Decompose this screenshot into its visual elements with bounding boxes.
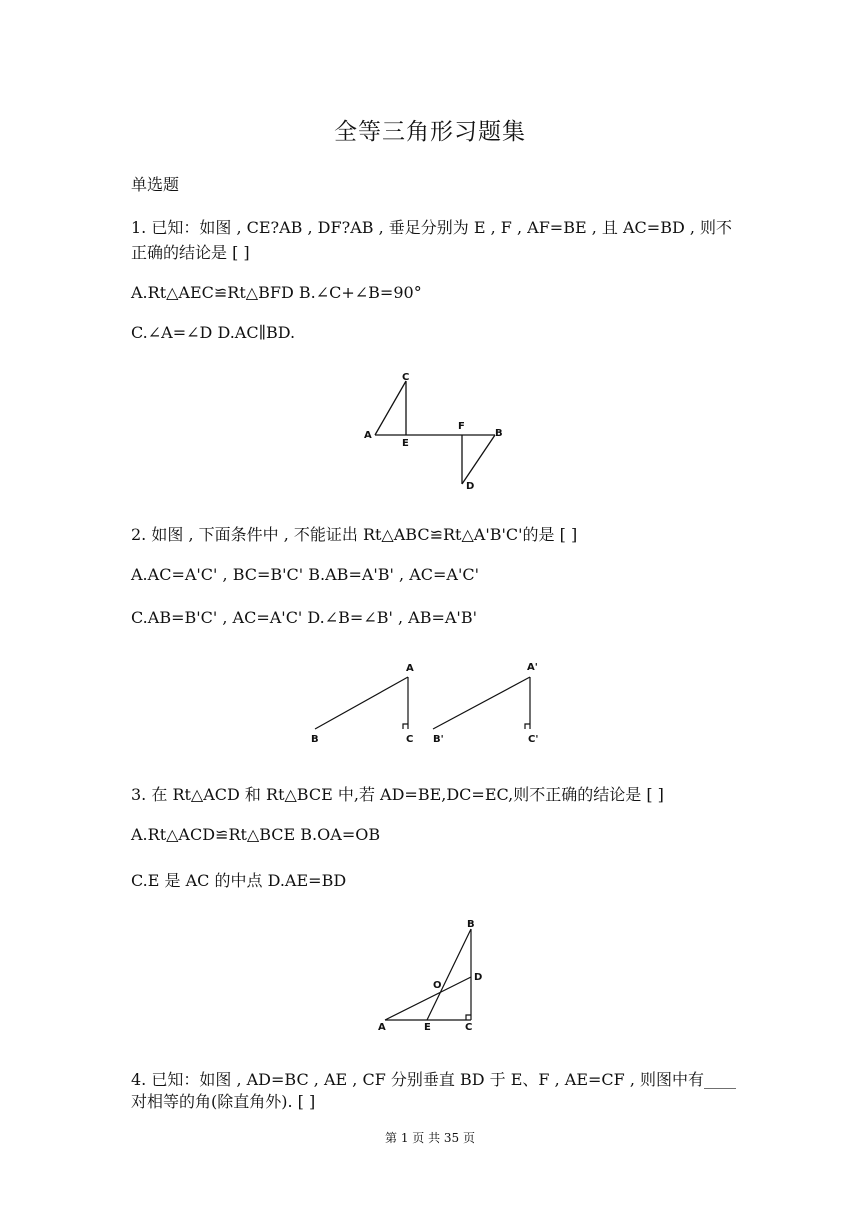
q2-line-ab [315,677,408,729]
q1-label-b: B [495,428,503,439]
q1-stem-line2: 正确的结论是 [ ] [131,243,250,262]
q2-line-a2b2 [433,677,530,729]
q2-stem-line1: 2. 如图 , 下面条件中 , 不能证出 Rt△ABC≌Rt△A'B'C'的是 [ ] [131,525,578,544]
q3-options-line1: A.Rt△ACD≌Rt△BCE B.OA=OB [131,825,381,844]
q1-options-line2: C.∠A=∠D D.AC∥BD. [131,323,296,342]
q1-label-e: E [402,438,409,449]
q3-label-b: B [467,919,475,930]
q2-right-angle-mark [403,724,408,729]
q1-options-line1: A.Rt△AEC≌Rt△BFD B.∠C+∠B=90° [131,283,422,302]
q2-options-line1: A.AC=A'C' , BC=B'C' B.AB=A'B' , AC=A'C' [131,565,480,584]
q1-label-a: A [364,430,372,441]
q3-figure [370,917,490,1037]
q1-figure [355,368,515,496]
q3-label-d: D [474,972,483,983]
q3-label-a: A [378,1022,386,1033]
q4-stem-line2: 对相等的角(除直角外). [ ] [131,1092,316,1111]
q2-figure [305,657,555,749]
q2-label-c: C [406,734,414,745]
q3-line-ad [385,977,471,1020]
q3-label-c: C [465,1022,473,1033]
q2-label-b: B [311,734,319,745]
q2-options-line2: C.AB=B'C' , AC=A'C' D.∠B=∠B' , AB=A'B' [131,608,477,627]
q2-label-c-prime: C' [528,734,539,745]
q2-label-a: A [406,663,414,674]
page-title: 全等三角形习题集 [334,119,526,145]
q1-stem-line1: 1. 已知：如图 , CE?AB , DF?AB , 垂足分别为 E , F , AF=BE , 且 AC=BD , 则不 [131,218,733,237]
q2-label-a-prime: A' [527,662,538,673]
q2-label-b-prime: B' [433,734,444,745]
q3-options-line2: C.E 是 AC 的中点 D.AE=BD [131,871,347,890]
q3-line-be [427,929,471,1020]
q3-label-e: E [424,1022,431,1033]
q1-line-ac [375,381,406,435]
q4-stem-line1: 4. 已知：如图 , AD=BC , AE , CF 分别垂直 BD 于 E、F , AE=CF , 则图中有____ [131,1070,737,1089]
q3-right-angle-mark [466,1015,471,1020]
q1-label-c: C [402,372,410,383]
q3-label-o: O [433,980,442,991]
q1-line-bd [462,435,495,484]
q1-label-d: D [466,481,475,492]
q2-right-angle-mark-2 [525,724,530,729]
section-heading: 单选题 [131,175,180,194]
q1-label-f: F [458,421,465,432]
q3-stem-line1: 3. 在 Rt△ACD 和 Rt△BCE 中,若 AD=BE,DC=EC,则不正确的结论是 [ ] [131,785,664,804]
page-footer: 第 1 页 共 35 页 [385,1131,475,1145]
